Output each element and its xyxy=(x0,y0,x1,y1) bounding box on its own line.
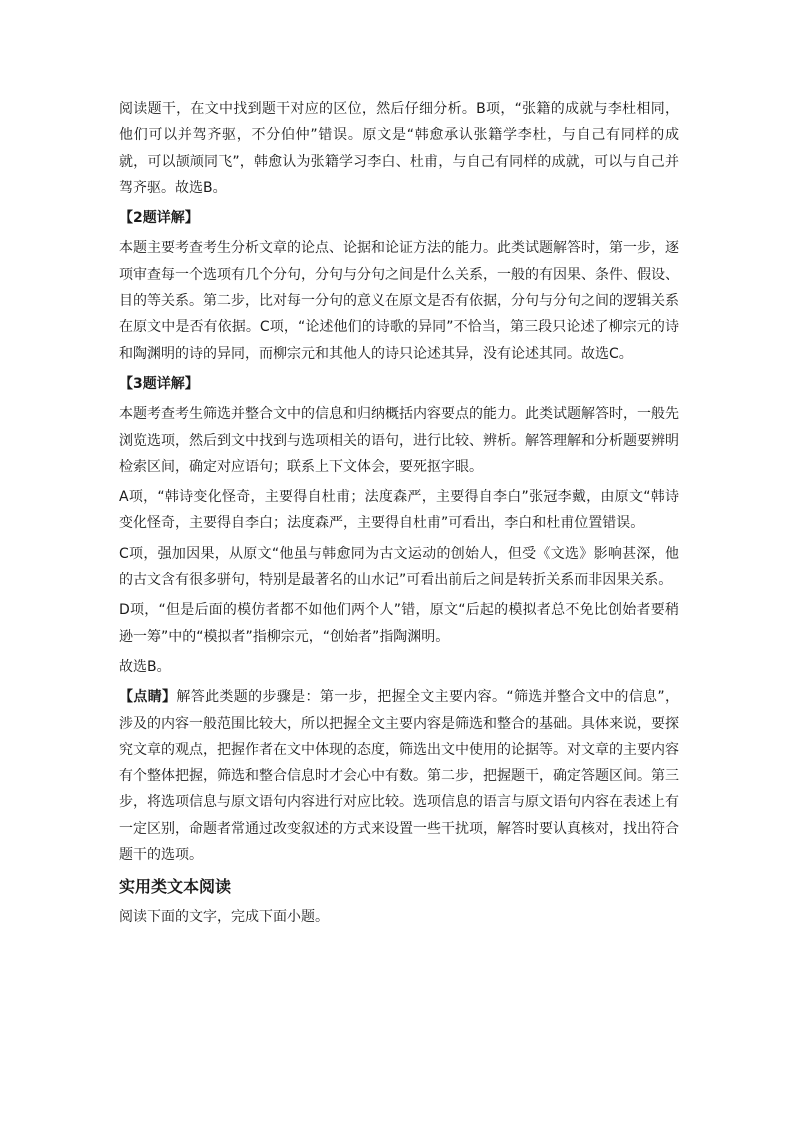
paragraph-key-point xyxy=(119,684,679,868)
section-title-practical-reading: 实用类文本阅读 xyxy=(119,877,232,897)
heading-q2-explanation: 【2题详解】 xyxy=(119,210,199,227)
paragraph-option-d: D项，“但是后面的模仿者都不如他们两个人”错，原文“后起的模拟者总不免比创始者要稍逊一筹”中的“模拟者”指柳宗元，“创始者”指陶渊明。 xyxy=(119,602,679,645)
document-body xyxy=(119,96,679,931)
paragraph-option-a: A项，“韩诗变化怪奇，主要得自杜甫；法度森严，主要得自李白”张冠李戴，由原文“韩诗变化怪奇，主要得自李白；法度森严，主要得自杜甫”可看出，李白和杜甫位置错误。 xyxy=(119,489,679,532)
paragraph-answer-1: 阅读题干，在文中找到题干对应的区位，然后仔细分析。B项，“张籍的成就与李杜相同，他们可以并驾齐驱，不分伯仲”错误。原文是“韩愈承认张籍学李杜，与自己有同样的成就，可以颉颃同飞”，韩愈认为张籍学习李白、杜甫，与自己有同样的成就，可以与自己并驾齐驱。故选B。 xyxy=(119,101,679,196)
key-point-label: 【点睛】 xyxy=(119,689,177,706)
paragraph-answer-3-intro: 本题考查考生筛选并整合文中的信息和归纳概括内容要点的能力。此类试题解答时，一般先浏览选项，然后到文中找到与选项相关的语句，进行比较、辨析。解答理解和分析题要辨明检索区间，确定对应语句；联系上下文体会，要死抠字眼。 xyxy=(119,406,679,475)
paragraph-option-c: C项，强加因果，从原文“他虽与韩愈同为古文运动的创始人，但受《文选》影响甚深，他的古文含有很多骈句，特别是最著名的山水记”可看出前后之间是转折关系而非因果关系。 xyxy=(119,545,679,589)
heading-q3-explanation: 【3题详解】 xyxy=(119,375,199,392)
paragraph-instruction: 阅读下面的文字，完成下面小题。 xyxy=(119,909,329,926)
paragraph-answer-2: 本题主要考查考生分析文章的论点、论据和论证方法的能力。此类试题解答时，第一步，逐项审查每一个选项有几个分句，分句与分句之间是什么关系，一般的有因果、条件、假设、目的等关系。第二步，比对每一分句的意义在原文是否有依据，分句与分句之间的逻辑关系在原文中是否有依据。C项，“论述他们的诗歌的异同”不恰当，第三段只论述了柳宗元的诗和陶渊明的诗的异同，而柳宗元和其他人的诗只论述其异，没有论述其同。故选C。 xyxy=(119,240,679,362)
key-point-text: 解答此类题的步骤是：第一步，把握全文主要内容。“筛选并整合文中的信息”，涉及的内容一般范围比较大，所以把握全文主要内容是筛选和整合的基础。具体来说，要探究文章的观点，把握作者在文中体现的态度，筛选出文中使用的论据等。对文章的主要内容有个整体把握，筛选和整合信息时才会心中有数。第二步，把握题干，确定答题区间。第三步，将选项信息与原文语句内容进行对应比较。选项信息的语言与原文语句内容在表述上有一定区别，命题者常通过改变叙述的方式来设置一些干扰项，解答时要认真核对，找出符合题干的选项。 xyxy=(119,689,679,864)
paragraph-choice-b: 故选B。 xyxy=(119,658,171,675)
